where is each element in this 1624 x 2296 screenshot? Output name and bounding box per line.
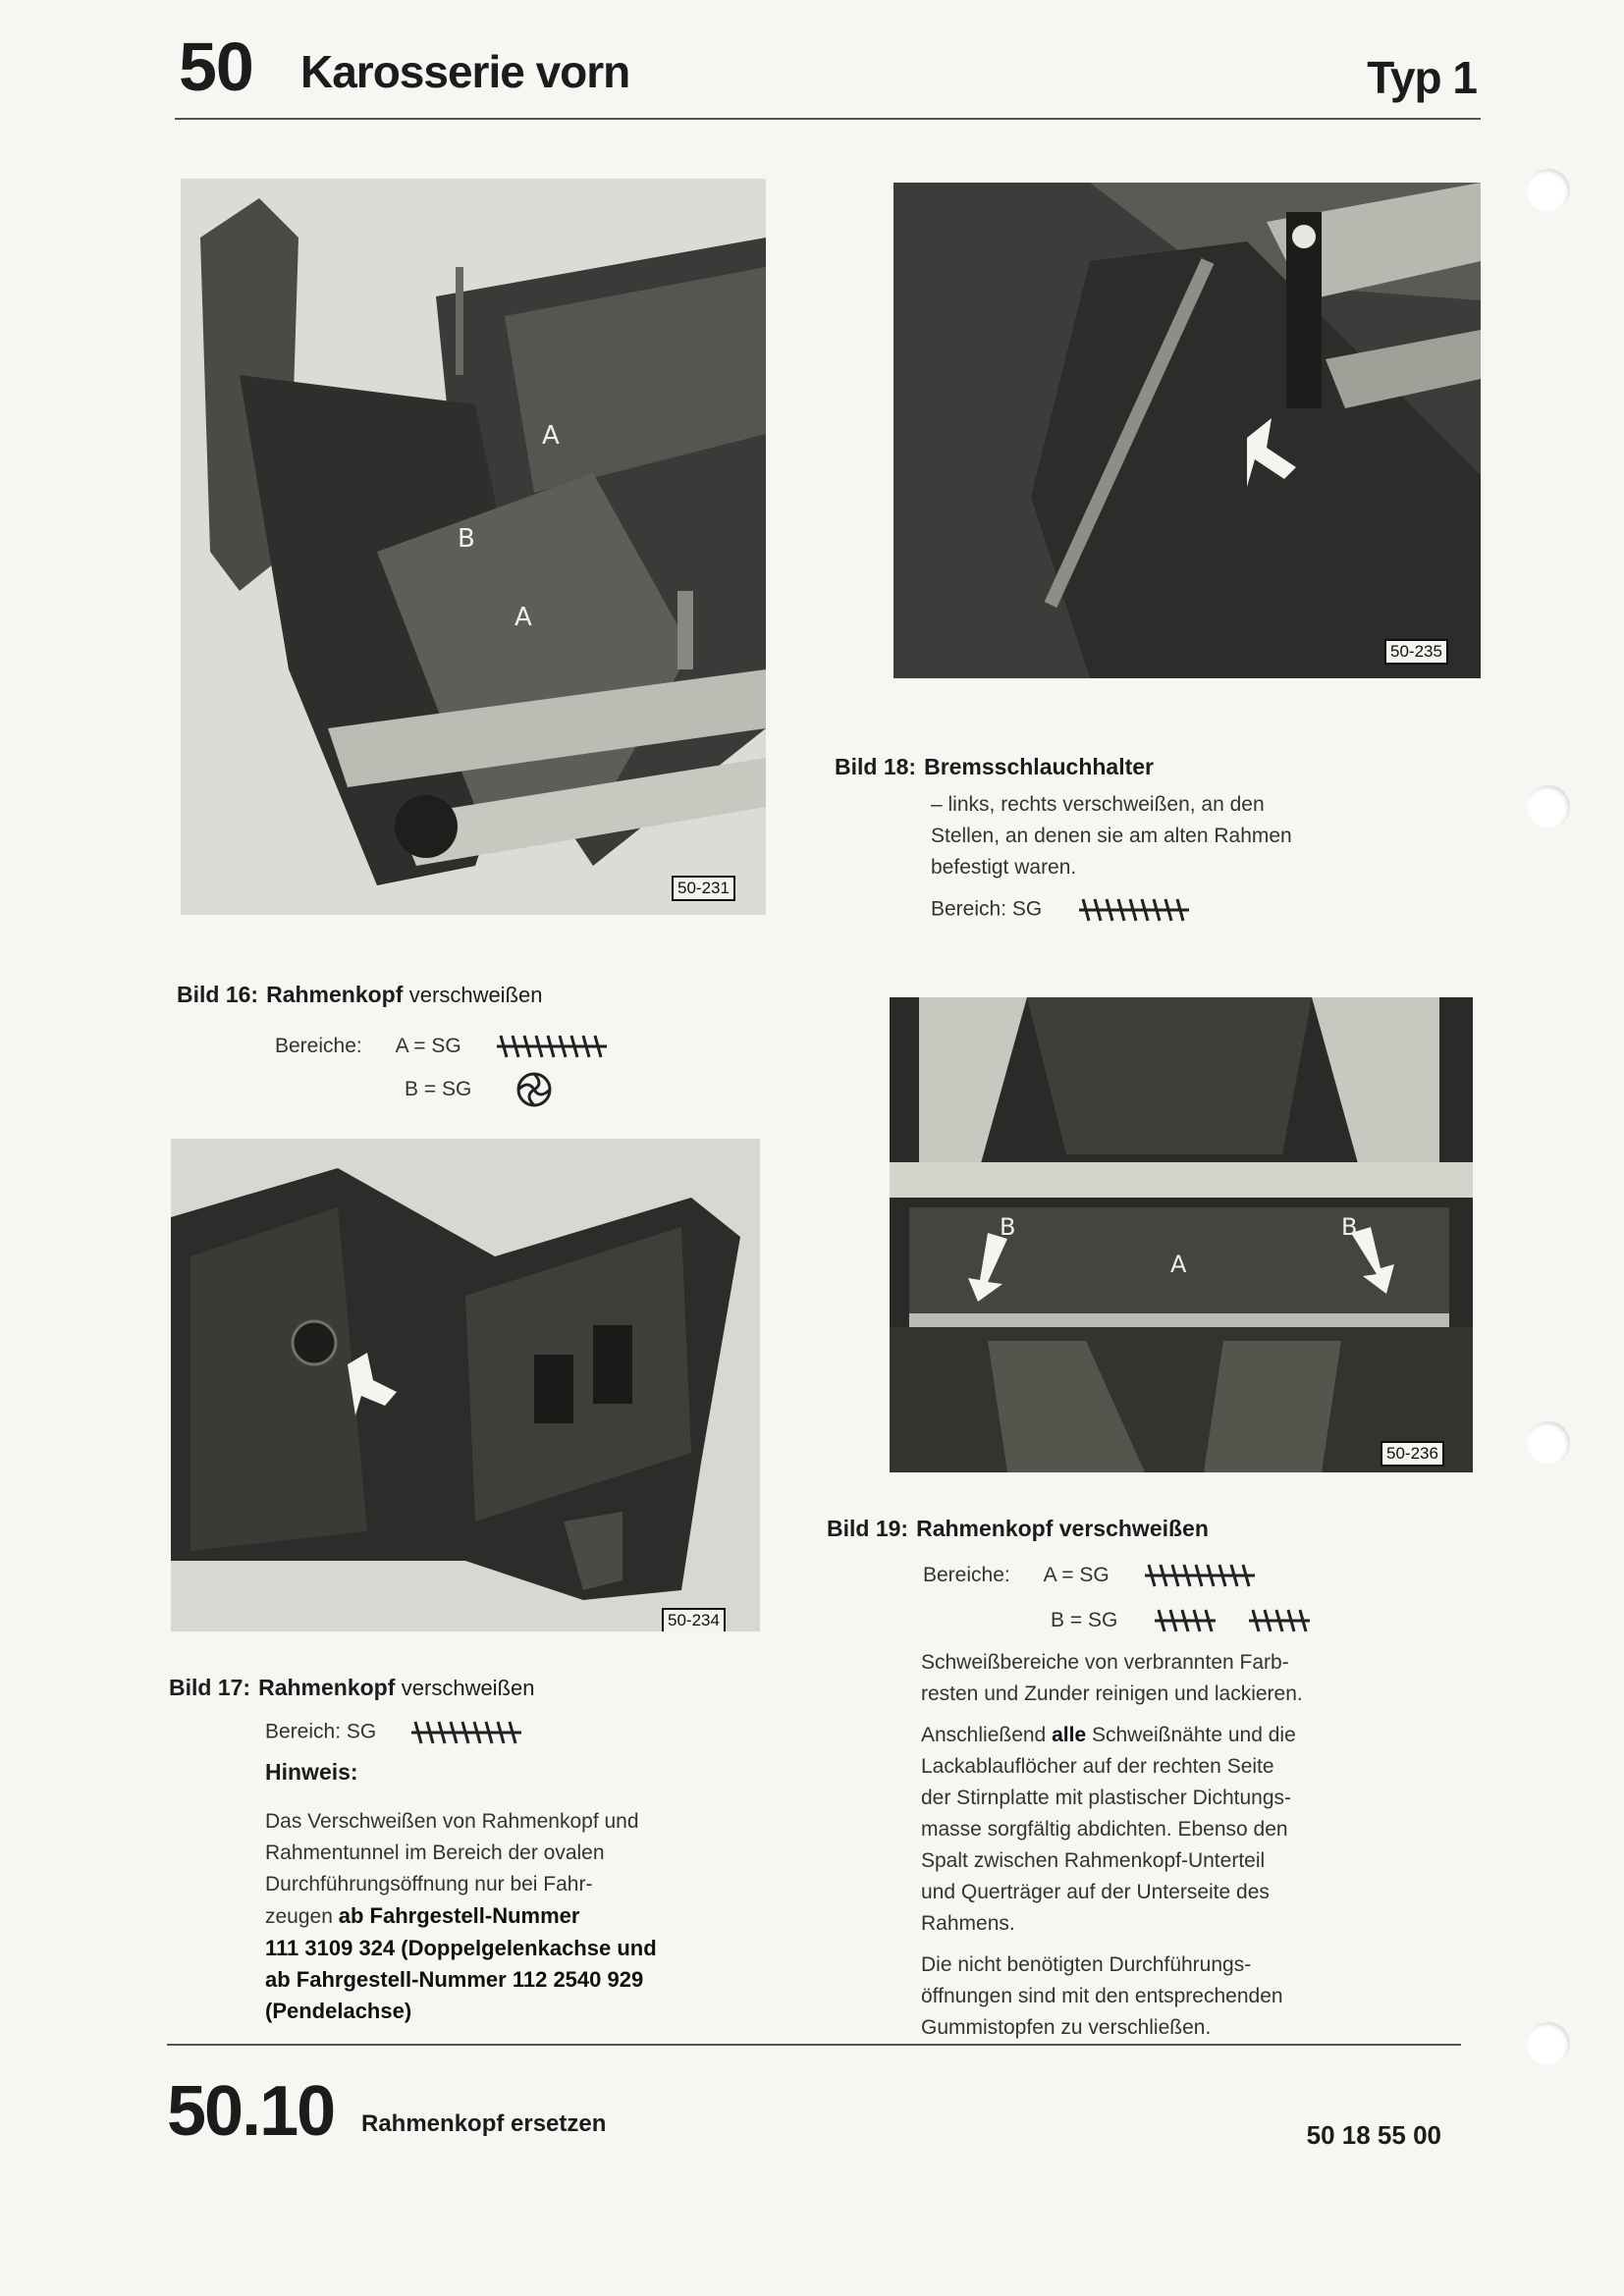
- text-line: Rahmentunnel im Bereich der ovalen: [265, 1842, 605, 1864]
- caption-bild17-heading-light: verschweißen: [401, 1676, 535, 1700]
- caption-bild19-title: [827, 1516, 1209, 1542]
- area-a: A = SG: [1043, 1564, 1110, 1586]
- caption-bild18-title: [835, 754, 1154, 780]
- caption-bild18-text: [931, 789, 1292, 927]
- caption-bild17-note: [265, 1806, 736, 2027]
- binder-hole-4: [1527, 2022, 1570, 2065]
- image-number: 50-234: [662, 1608, 726, 1631]
- weld-seam-icon: [493, 1030, 611, 1063]
- caption-bild19-heading: Rahmenkopf verschweißen: [916, 1516, 1209, 1541]
- photo-50-235: [893, 183, 1481, 678]
- text-line: masse sorgfältig abdichten. Ebenso den: [921, 1818, 1288, 1841]
- page-title: Karosserie vorn: [300, 46, 630, 97]
- caption-bild16-title: [177, 982, 542, 1008]
- caption-bild16-heading-light: verschweißen: [408, 983, 543, 1007]
- label-a-bottom: A: [514, 603, 532, 632]
- caption-bild16-area-a-row: [275, 1025, 611, 1068]
- header-rule: [175, 118, 1481, 120]
- text-line: öffnungen sind mit den entsprechenden: [921, 1985, 1283, 2007]
- text-line: Lackablauflöcher auf der rechten Seite: [921, 1755, 1274, 1778]
- text-fragment: zeugen: [265, 1905, 333, 1928]
- label-b-left: B: [1000, 1213, 1016, 1241]
- text-line: Schweißbereiche von verbrannten Farb-: [921, 1651, 1289, 1674]
- caption-bild17-area: Bereich: SG: [265, 1720, 377, 1743]
- text-line: Die nicht benötigten Durchführungs-: [921, 1953, 1252, 1976]
- photo-50-234: [171, 1139, 760, 1631]
- caption-bild19-area-a-row: [923, 1553, 1314, 1598]
- text-line: Gummistopfen zu verschließen.: [921, 2016, 1212, 2039]
- footer-title: Rahmenkopf ersetzen: [361, 2110, 607, 2137]
- section-number: 50: [179, 28, 253, 105]
- page-number: 50.10: [167, 2072, 335, 2151]
- caption-bild18-label: Bild 18:: [835, 754, 917, 779]
- areas-label: Bereiche:: [923, 1564, 1010, 1586]
- caption-bild17-heading: Rahmenkopf: [258, 1675, 396, 1700]
- weld-seam-short-icon: [1151, 1604, 1219, 1637]
- area-b: B = SG: [1051, 1609, 1118, 1631]
- caption-bild18-heading: Bremsschlauchhalter: [924, 754, 1155, 779]
- text-line: Das Verschweißen von Rahmenkopf und: [265, 1810, 639, 1833]
- caption-bild19-area-b-row: [1051, 1598, 1314, 1643]
- text-line-bold: 111 3109 324 (Doppelgelenkachse und: [265, 1936, 657, 1960]
- caption-bild16-area-b-row: [405, 1068, 611, 1111]
- caption-bild19-label: Bild 19:: [827, 1516, 909, 1541]
- text-fragment-bold: alle: [1052, 1724, 1087, 1746]
- label-a: A: [1170, 1251, 1187, 1278]
- weld-seam-icon: [1141, 1559, 1259, 1592]
- area-a: A = SG: [395, 1035, 461, 1057]
- photo-50-231: [181, 179, 766, 915]
- document-code: 50 18 55 00: [1306, 2120, 1441, 2150]
- binder-hole-1: [1527, 169, 1570, 212]
- weld-seam-icon: [407, 1716, 525, 1749]
- text-line-bold: (Pendelachse): [265, 1999, 412, 2023]
- text-fragment: Anschließend: [921, 1724, 1047, 1746]
- text-line: resten und Zunder reinigen und lackieren.: [921, 1682, 1303, 1705]
- photo-50-236: [890, 997, 1473, 1472]
- caption-bild17-label: Bild 17:: [169, 1675, 251, 1700]
- image-number: 50-235: [1384, 639, 1448, 665]
- text-line: [921, 1720, 1392, 1751]
- spot-weld-icon: [514, 1070, 554, 1109]
- caption-bild17-title: [169, 1675, 534, 1701]
- caption-bild19-areas: [923, 1553, 1314, 1643]
- binder-hole-3: [1527, 1421, 1570, 1465]
- text-line: Rahmens.: [921, 1912, 1015, 1935]
- weld-seam-icon: [1075, 893, 1193, 927]
- vehicle-type: Typ 1: [1367, 52, 1477, 103]
- image-number: 50-231: [672, 876, 735, 901]
- text-line: und Querträger auf der Unterseite des: [921, 1881, 1270, 1903]
- caption-bild17-area-row: [265, 1716, 525, 1749]
- text-line: der Stirnplatte mit plastischer Dichtungs-: [921, 1787, 1291, 1809]
- areas-label: Bereiche:: [275, 1035, 362, 1057]
- note-title: Hinweis:: [265, 1759, 358, 1785]
- image-number: 50-236: [1380, 1441, 1444, 1467]
- label-b-right: B: [1341, 1213, 1358, 1241]
- caption-bild19-text: [921, 1647, 1392, 2044]
- caption-bild18-area-row: [931, 893, 1292, 927]
- area-b: B = SG: [405, 1078, 472, 1100]
- text-fragment: Schweißnähte und die: [1091, 1724, 1296, 1746]
- label-a-top: A: [542, 421, 560, 451]
- text-line: Durchführungsöffnung nur bei Fahr-: [265, 1873, 593, 1896]
- binder-hole-2: [1527, 785, 1570, 828]
- text-line: [265, 1900, 736, 1933]
- caption-bild17-note-title: [265, 1759, 358, 1786]
- caption-bild16-areas: [275, 1025, 611, 1111]
- weld-seam-short-icon: [1245, 1604, 1314, 1637]
- text-fragment-bold: ab Fahrgestell-Nummer: [338, 1903, 580, 1928]
- caption-bild16-heading: Rahmenkopf: [266, 982, 404, 1007]
- caption-bild16-label: Bild 16:: [177, 982, 259, 1007]
- text-line: – links, rechts verschweißen, an den: [931, 793, 1265, 816]
- text-line-bold: ab Fahrgestell-Nummer 112 2540 929: [265, 1967, 644, 1992]
- footer-rule: [167, 2044, 1461, 2046]
- text-line: Stellen, an denen sie am alten Rahmen: [931, 825, 1292, 847]
- label-b: B: [458, 524, 475, 554]
- caption-bild18-area: Bereich: SG: [931, 897, 1043, 921]
- text-line: Spalt zwischen Rahmenkopf-Unterteil: [921, 1849, 1266, 1872]
- text-line: befestigt waren.: [931, 856, 1077, 879]
